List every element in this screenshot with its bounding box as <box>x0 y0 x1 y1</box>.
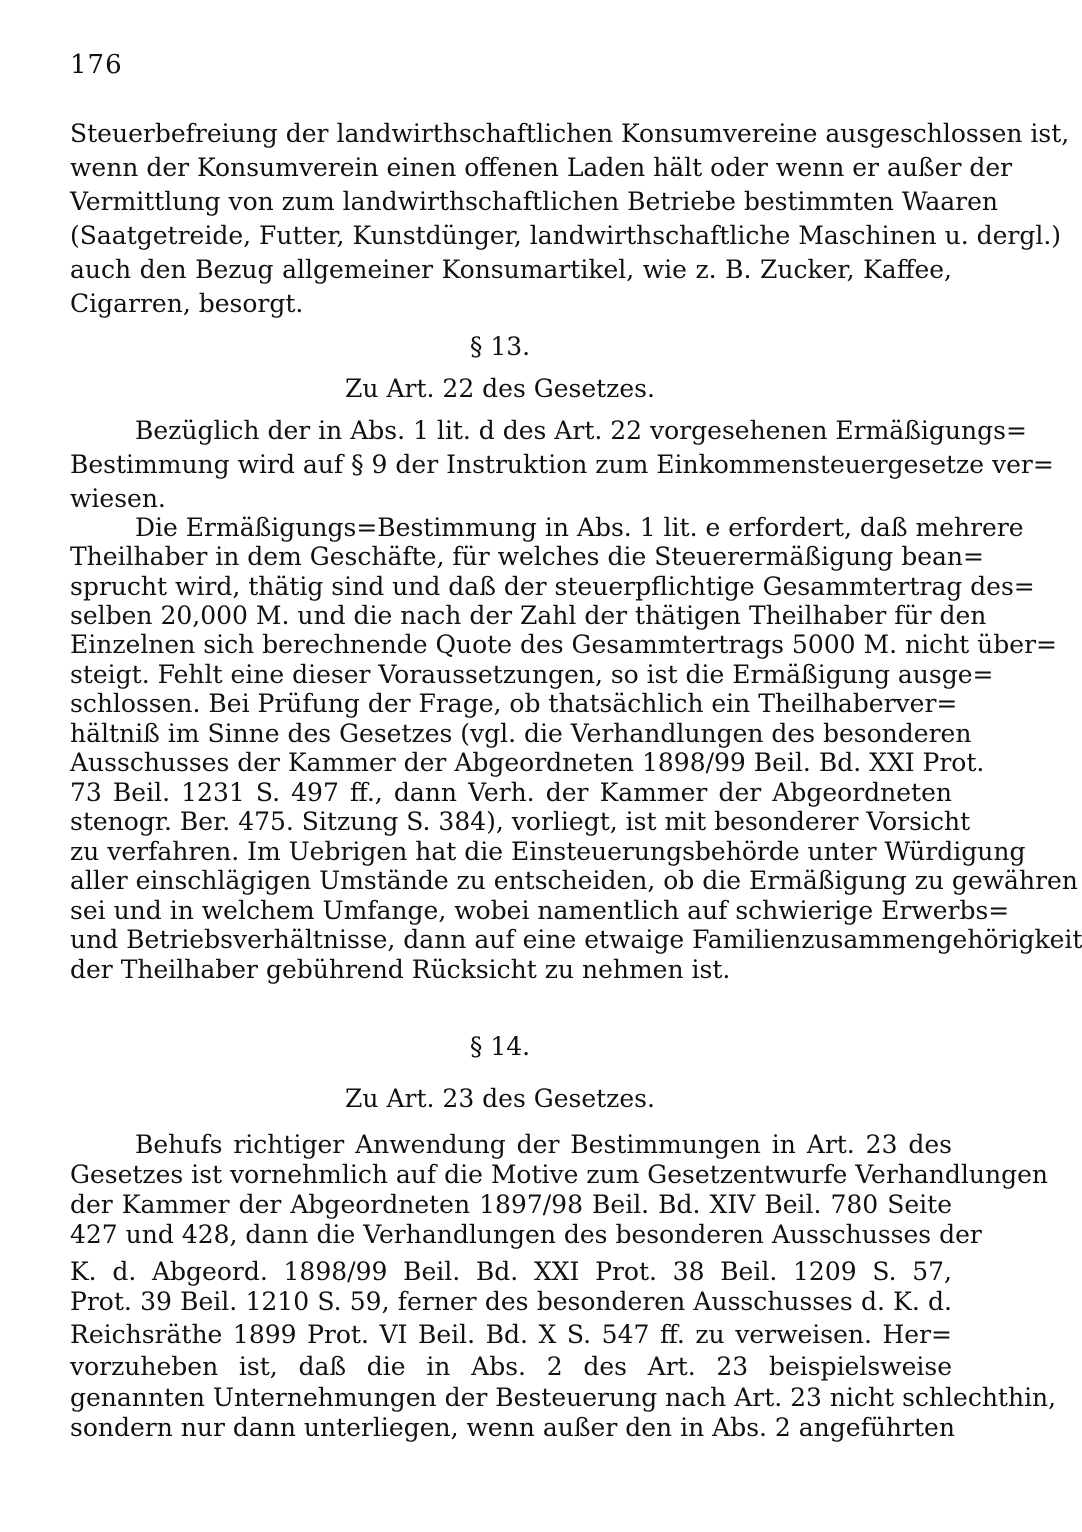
section-13-line: stenogr. Ber. 475. Sitzung S. 384), vorliegt, ist mit besonderer Vorsicht <box>70 807 971 836</box>
section-14-subheading: Zu Art. 23 des Gesetzes. <box>345 1084 655 1113</box>
section-14-line: sondern nur dann unterliegen, wenn außer den in Abs. 2 angeführten <box>70 1413 955 1442</box>
section-14-line: der Kammer der Abgeordneten 1897/98 Beil. Bd. XIV Beil. 780 Seite <box>70 1190 952 1219</box>
section-13-line: Bezüglich der in Abs. 1 lit. d des Art. 22 vorgesehenen Ermäßigungs= <box>135 416 1027 445</box>
section-13-line: Bestimmung wird auf § 9 der Instruktion zum Einkommensteuergesetze ver= <box>70 450 1054 479</box>
section-13-line: Ausschusses der Kammer der Abgeordneten 1898/99 Beil. Bd. XXI Prot. <box>70 748 985 777</box>
intro-line: Steuerbefreiung der landwirthschaftlichen Konsumvereine ausgeschlossen ist, <box>70 119 1070 148</box>
intro-line: wenn der Konsumverein einen offenen Laden hält oder wenn er außer der <box>70 153 1013 182</box>
section-13-heading: § 13. <box>469 332 531 361</box>
section-13-line: Einzelnen sich berechnende Quote des Gesammtertrags 5000 M. nicht über= <box>70 630 1057 659</box>
section-13-line: steigt. Fehlt eine dieser Voraussetzungen, so ist die Ermäßigung ausge= <box>70 660 994 689</box>
section-13-line: und Betriebsverhältnisse, dann auf eine etwaige Familienzusammengehörigkeit <box>70 925 1082 954</box>
section-13-line: wiesen. <box>70 484 166 513</box>
section-14-heading: § 14. <box>469 1032 531 1061</box>
section-14-line: Gesetzes ist vornehmlich auf die Motive zum Gesetzentwurfe Verhandlungen <box>70 1160 1049 1189</box>
section-14-line: K. d. Abgeord. 1898/99 Beil. Bd. XXI Prot. 38 Beil. 1209 S. 57, <box>70 1257 952 1286</box>
section-13-line: 73 Beil. 1231 S. 497 ff., dann Verh. der Kammer der Abgeordneten <box>70 778 952 807</box>
section-14-line: vorzuheben ist, daß die in Abs. 2 des Art. 23 beispielsweise <box>70 1352 952 1381</box>
section-14-line: 427 und 428, dann die Verhandlungen des besonderen Ausschusses der <box>70 1220 982 1249</box>
intro-line: Cigarren, besorgt. <box>70 289 304 318</box>
section-14-line: Behufs richtiger Anwendung der Bestimmungen in Art. 23 des <box>135 1130 952 1159</box>
intro-line: auch den Bezug allgemeiner Konsumartikel, wie z. B. Zucker, Kaffee, <box>70 255 952 284</box>
section-13-line: selben 20,000 M. und die nach der Zahl der thätigen Theilhaber für den <box>70 601 987 630</box>
section-14-line: Prot. 39 Beil. 1210 S. 59, ferner des besonderen Ausschusses d. K. d. <box>70 1287 952 1316</box>
section-14-line: Reichsräthe 1899 Prot. VI Beil. Bd. X S. 547 ff. zu verweisen. Her= <box>70 1320 952 1349</box>
section-13-line: der Theilhaber gebührend Rücksicht zu nehmen ist. <box>70 955 731 984</box>
section-13-line: sei und in welchem Umfange, wobei namentlich auf schwierige Erwerbs= <box>70 896 1010 925</box>
section-13-line: sprucht wird, thätig sind und daß der steuerpflichtige Gesammtertrag des= <box>70 572 1035 601</box>
section-13-line: schlossen. Bei Prüfung der Frage, ob thatsächlich ein Theilhaberver= <box>70 689 958 718</box>
intro-line: (Saatgetreide, Futter, Kunstdünger, landwirthschaftliche Maschinen u. dergl.) <box>70 221 1062 250</box>
intro-line: Vermittlung von zum landwirthschaftlichen Betriebe bestimmten Waaren <box>70 187 999 216</box>
section-14-line: genannten Unternehmungen der Besteuerung nach Art. 23 nicht schlechthin, <box>70 1383 1057 1412</box>
section-13-subheading: Zu Art. 22 des Gesetzes. <box>345 374 655 403</box>
section-13-line: zu verfahren. Im Uebrigen hat die Einsteuerungsbehörde unter Würdigung <box>70 837 1026 866</box>
section-13-line: aller einschlägigen Umstände zu entscheiden, ob die Ermäßigung zu gewähren <box>70 866 1078 895</box>
page-number: 176 <box>70 50 123 80</box>
section-13-line: hältniß im Sinne des Gesetzes (vgl. die Verhandlungen des besonderen <box>70 719 972 748</box>
section-13-line: Theilhaber in dem Geschäfte, für welches die Steuerermäßigung bean= <box>70 542 984 571</box>
section-13-line: Die Ermäßigungs=Bestimmung in Abs. 1 lit. e erfordert, daß mehrere <box>135 513 1024 542</box>
